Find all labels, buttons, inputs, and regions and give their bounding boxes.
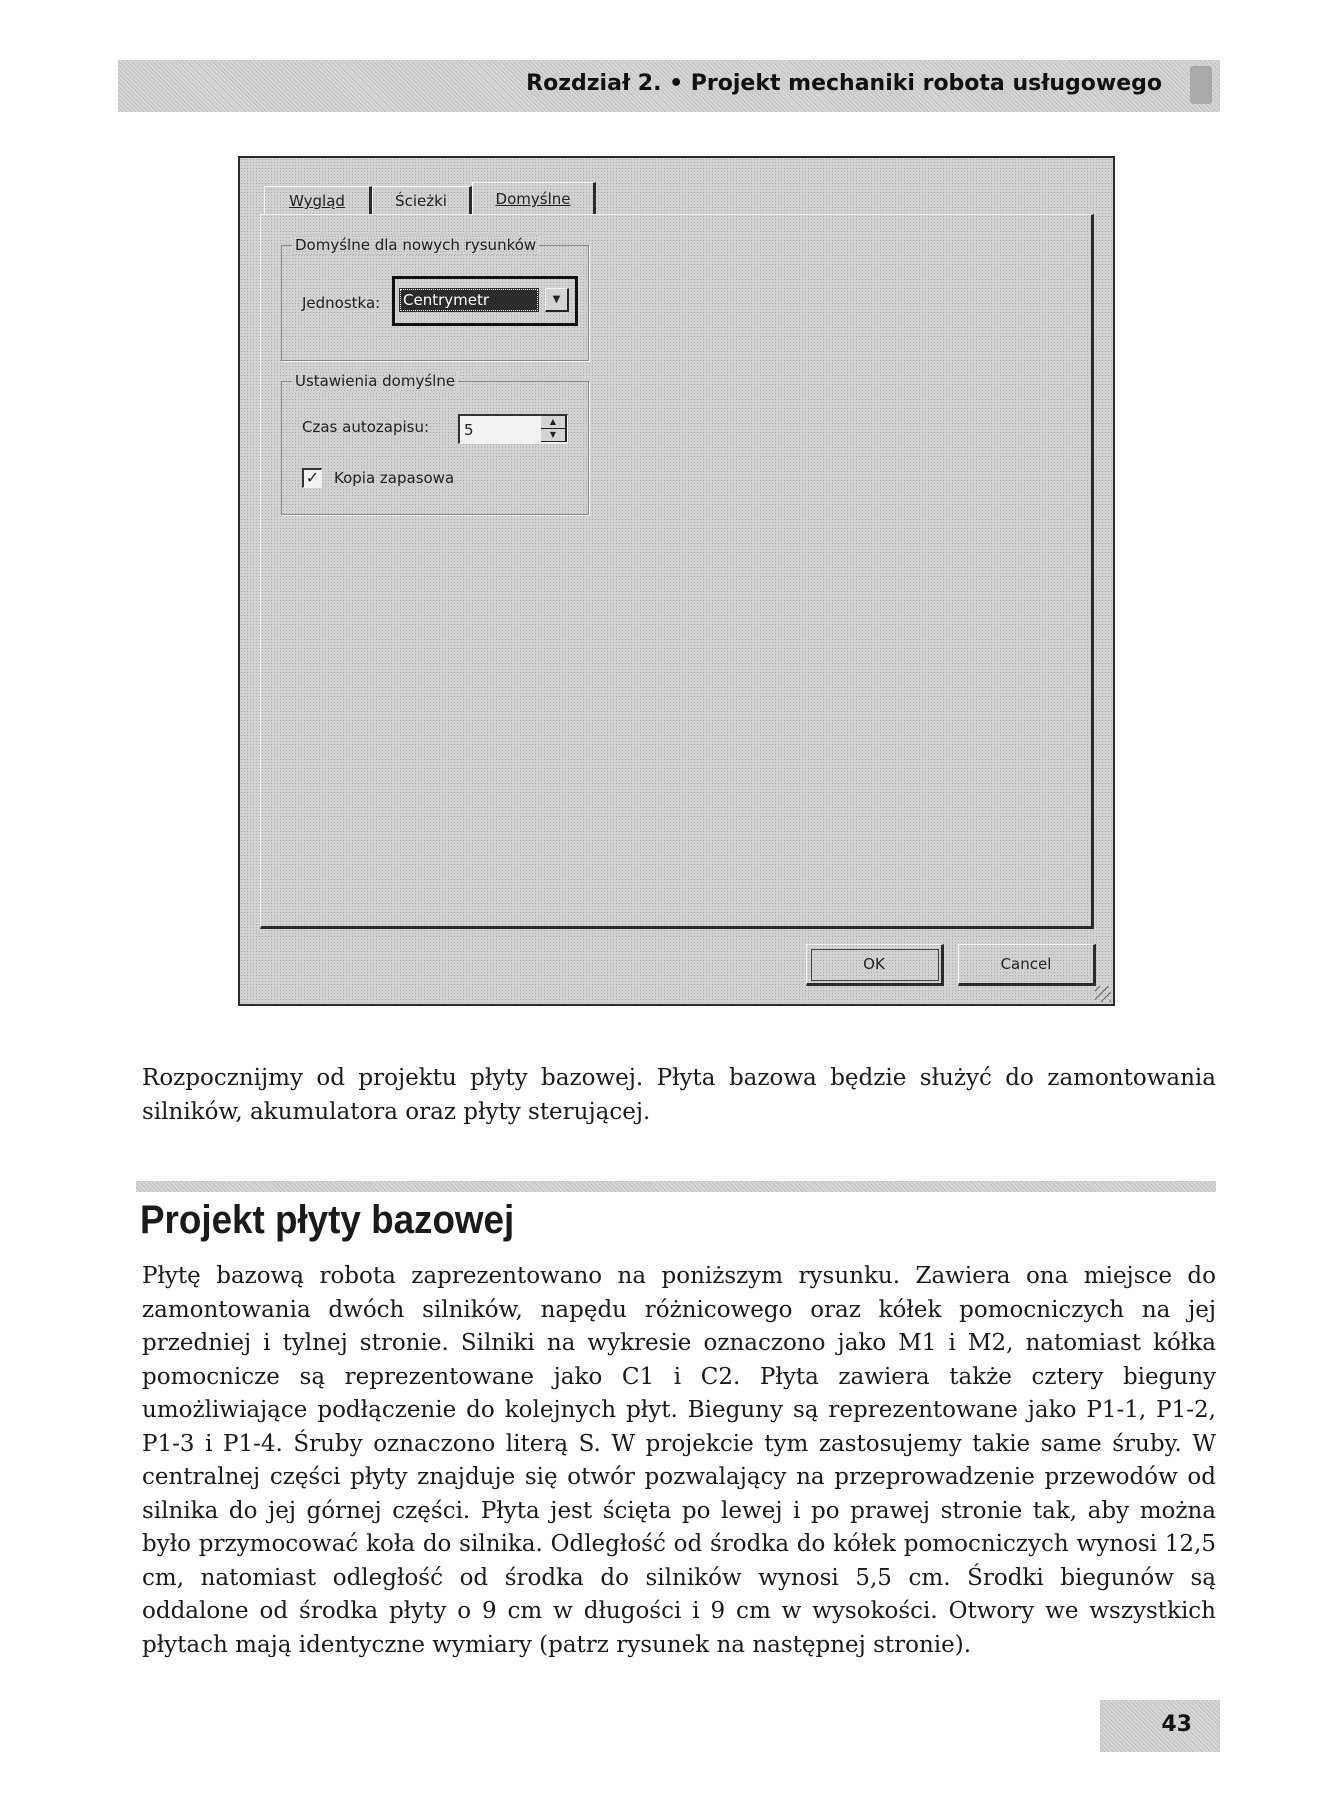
chapter-title: Rozdział 2. • Projekt mechaniki robota usługowego: [526, 71, 1162, 96]
section-divider: [136, 1181, 1216, 1192]
intro-paragraph: Rozpocznijmy od projektu płyty bazowej. Płyta bazowa będzie służyć do zamontowania silników, akumulatora oraz płyty sterującej.: [142, 1065, 1216, 1125]
stepper-up-icon[interactable]: ▲: [541, 416, 567, 429]
autosave-stepper[interactable]: [458, 414, 568, 444]
stepper-down-icon[interactable]: ▼: [541, 429, 567, 442]
header-tab-marker: [1190, 66, 1212, 104]
running-header: [118, 60, 1220, 112]
backup-label: Kopia zapasowa: [334, 469, 455, 487]
page-number: 43: [1161, 1712, 1192, 1737]
tab-sciezki[interactable]: [372, 186, 472, 214]
tab-domyslne[interactable]: [472, 182, 596, 215]
page-number-box: [1100, 1700, 1220, 1752]
resize-grip-icon[interactable]: [1095, 986, 1111, 1002]
tab-wyglad[interactable]: [264, 186, 372, 214]
unit-dropdown[interactable]: [392, 276, 578, 326]
preferences-dialog: [238, 156, 1115, 1006]
section-body-paragraph: Płytę bazową robota zaprezentowano na poniższym rysunku. Zawiera ona miejsce do zamontowania dwóch silników, napędu różnicowego oraz kółek pomocniczych na jej przedniej i tylnej stronie. Silniki na wykresie oznaczono jako M1 i M2, natomiast kółka pomocnicze są reprezentowane jako C1 i C2. Płyta zawiera także cztery bieguny umożliwiające podłączenie do kolejnych płyt. Bieguny są reprezentowane jako P1-1, P1-2, P1-3 i P1-4. Śruby oznaczono literą S. W projekcie tym zastosujemy takie same śruby. W centralnej części płyty znajduje się otwór pozwalający na przeprowadzenie przewodów od silnika do jej górnej części. Płyta jest ścięta po lewej i po prawej stronie tak, aby można było przymocować koła do silnika. Odległość od środka do kółek pomocniczych wynosi 12,5 cm, natomiast odległość od środka do silników wynosi 5,5 cm. Środki biegunów są oddalone od środka płyty o 9 cm w długości i 9 cm w wysokości. Otwory we wszystkich płytach mają identyczne wymiary (patrz rysunek na następnej stronie).: [142, 1263, 1216, 1658]
unit-selected-value: Centrymetr: [399, 288, 539, 312]
section-heading: Projekt płyty bazowej: [140, 1198, 515, 1242]
group-default-settings: [281, 372, 589, 515]
backup-checkbox[interactable]: ✓: [302, 468, 322, 488]
group-new-drawings: [281, 236, 589, 361]
group-default-settings-legend: Ustawienia domyślne: [292, 371, 458, 391]
unit-label: Jednostka:: [302, 294, 381, 312]
ok-button[interactable]: OK: [806, 944, 944, 986]
tab-sciezki-label: Ścieżki: [395, 192, 447, 210]
tab-panel-domyslne: [260, 214, 1094, 929]
autosave-value: 5: [464, 421, 474, 439]
cancel-button[interactable]: Cancel: [958, 944, 1096, 986]
chevron-down-icon[interactable]: ▼: [545, 288, 569, 312]
tab-domyslne-label: Domyślne: [495, 190, 571, 208]
tab-wyglad-label: Wygląd: [289, 192, 345, 210]
group-new-drawings-legend: Domyślne dla nowych rysunków: [292, 235, 539, 255]
autosave-label: Czas autozapisu:: [302, 418, 430, 436]
